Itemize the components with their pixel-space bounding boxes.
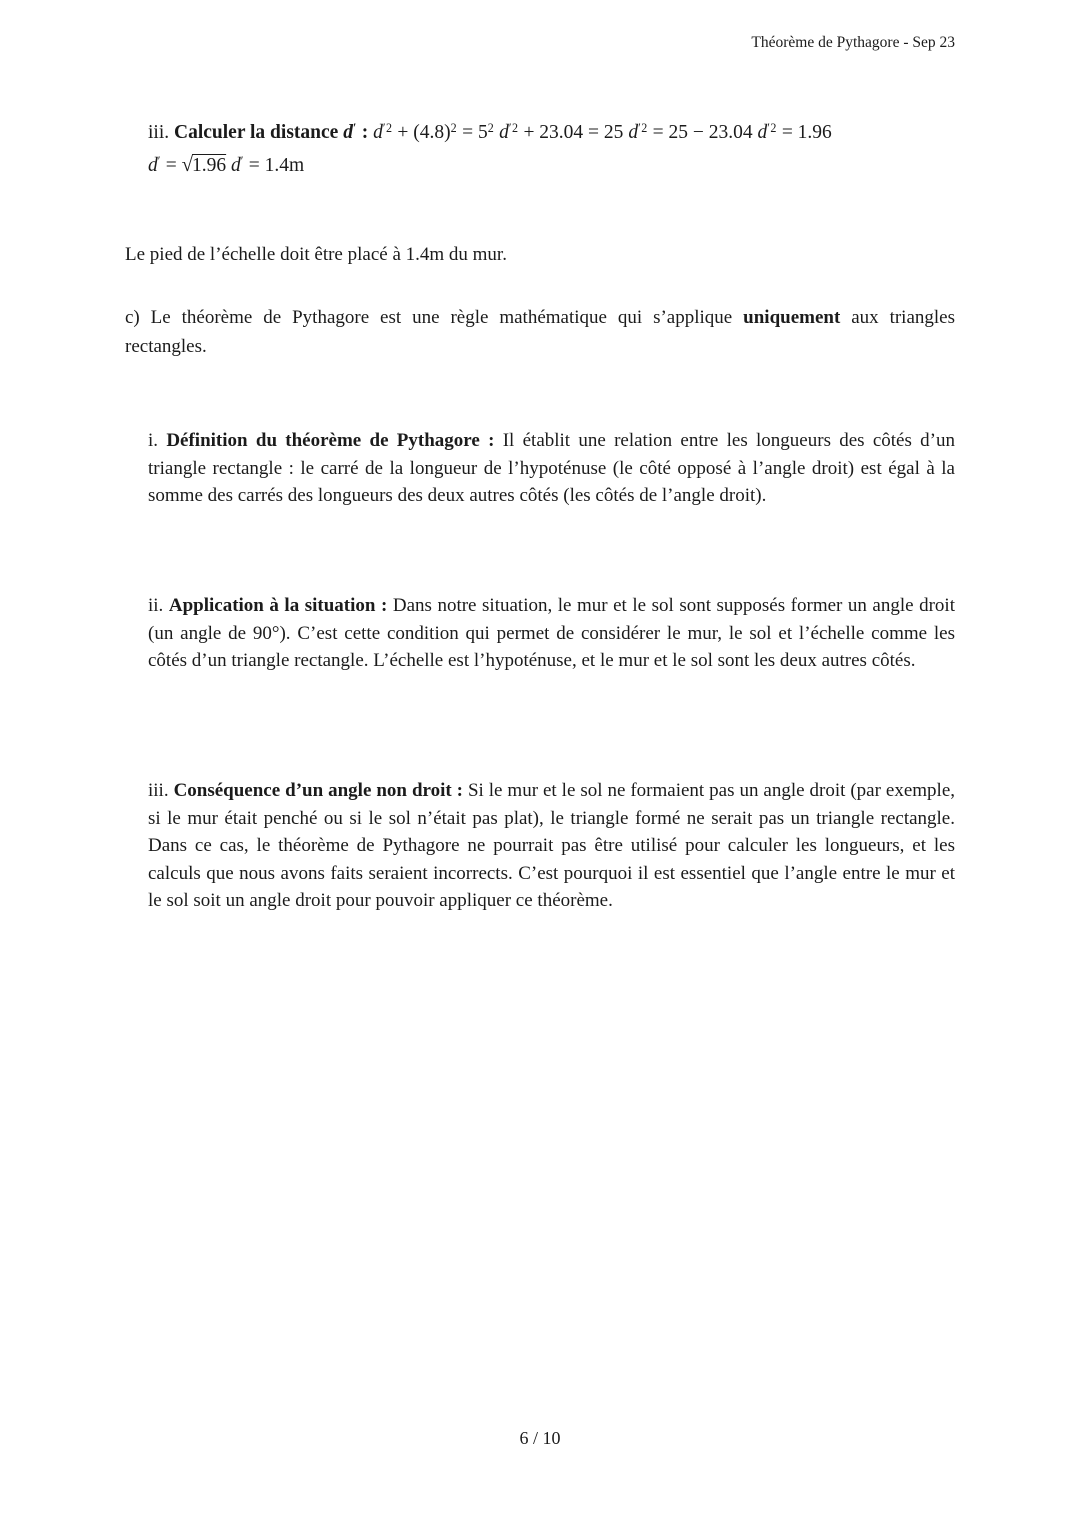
paragraph-part-c xyxy=(125,303,955,361)
item-ii-text: Dans notre situation, le mur et le sol sont supposés former un angle droit (un angle de 90°). C’est cette condition qui permet de considérer le mur, le sol et l’échelle comme les côtés d’un triangle rectangle. L’échelle est l’hypoténuse, et le mur et le sol sont les deux autres côtés. xyxy=(148,595,955,672)
item-iii-text: Si le mur et le sol ne formaient pas un angle droit (par exemple, si le mur était penché ou si le sol n’était pas plat), le triangle formé ne serait pas un triangle rectangle. Dans ce cas, le théorème de Pythagore ne pourrait pas être utilisé pour calculer les longueurs, et les calculs que nous avons faits seraient incorrects. C’est pourquoi il est essentiel que l’angle entre le mur et le sol soit un angle droit pour pouvoir appliquer ce théorème. xyxy=(148,780,955,912)
item-label-iii: iii. xyxy=(148,122,170,143)
square-root xyxy=(182,155,226,176)
item-i-text: Il établit une relation entre les longueurs des côtés d’un triangle rectangle : le carré de la longueur de l’hypoténuse (le côté opposé à l’angle droit) est égal à la somme des carrés des longueurs des deux autres côtés (les côtés de l’angle droit). xyxy=(148,430,955,507)
item-label-iii-text: iii. xyxy=(148,780,169,801)
part-c-text-pre: c) Le théorème de Pythagore est une règle mathématique qui s’applique xyxy=(125,307,744,328)
part-c-text-post: aux triangles rectangles. xyxy=(125,307,955,357)
math-expression-line2: d′ = √1.96 d′ = 1.4m xyxy=(148,153,305,176)
radicand: 1.96 xyxy=(192,155,227,176)
paragraph-i-definition xyxy=(148,427,955,510)
item-i-heading: Définition du théorème de Pythagore : xyxy=(166,430,495,451)
formula-line-2 xyxy=(148,149,960,182)
paragraph-conclusion xyxy=(125,241,965,269)
paragraph-iii-consequence xyxy=(148,777,955,915)
item-label-ii: ii. xyxy=(148,595,164,616)
item-iii-heading: Conséquence d’un angle non droit : xyxy=(173,780,463,801)
formula-block xyxy=(148,116,960,182)
variable-d-prime: d xyxy=(343,122,353,143)
part-c-bold-word: uniquement xyxy=(743,307,841,328)
conclusion-text: Le pied de l’échelle doit être placé à 1.4m du mur. xyxy=(125,244,507,265)
formula-line-1 xyxy=(148,116,960,149)
item-ii-heading: Application à la situation : xyxy=(168,595,388,616)
math-expression-line1: $d^{'2} + (4.8)^2 = 5^2$ $d^{'2} + 23.04 = 25$ $d^{'2} = 25 - 23.04$ $d^{'2} = 1.96$ xyxy=(373,120,832,143)
radical-sign: √ xyxy=(181,154,193,176)
page-number: 6 / 10 xyxy=(519,1428,561,1448)
item-label-i: i. xyxy=(148,430,159,451)
formula-heading: Calculer la distance d′ : xyxy=(174,120,369,143)
page-header xyxy=(751,33,955,53)
paragraph-ii-application xyxy=(148,592,955,675)
page-footer xyxy=(0,1428,1080,1449)
header-title: Théorème de Pythagore - Sep 23 xyxy=(751,34,955,51)
